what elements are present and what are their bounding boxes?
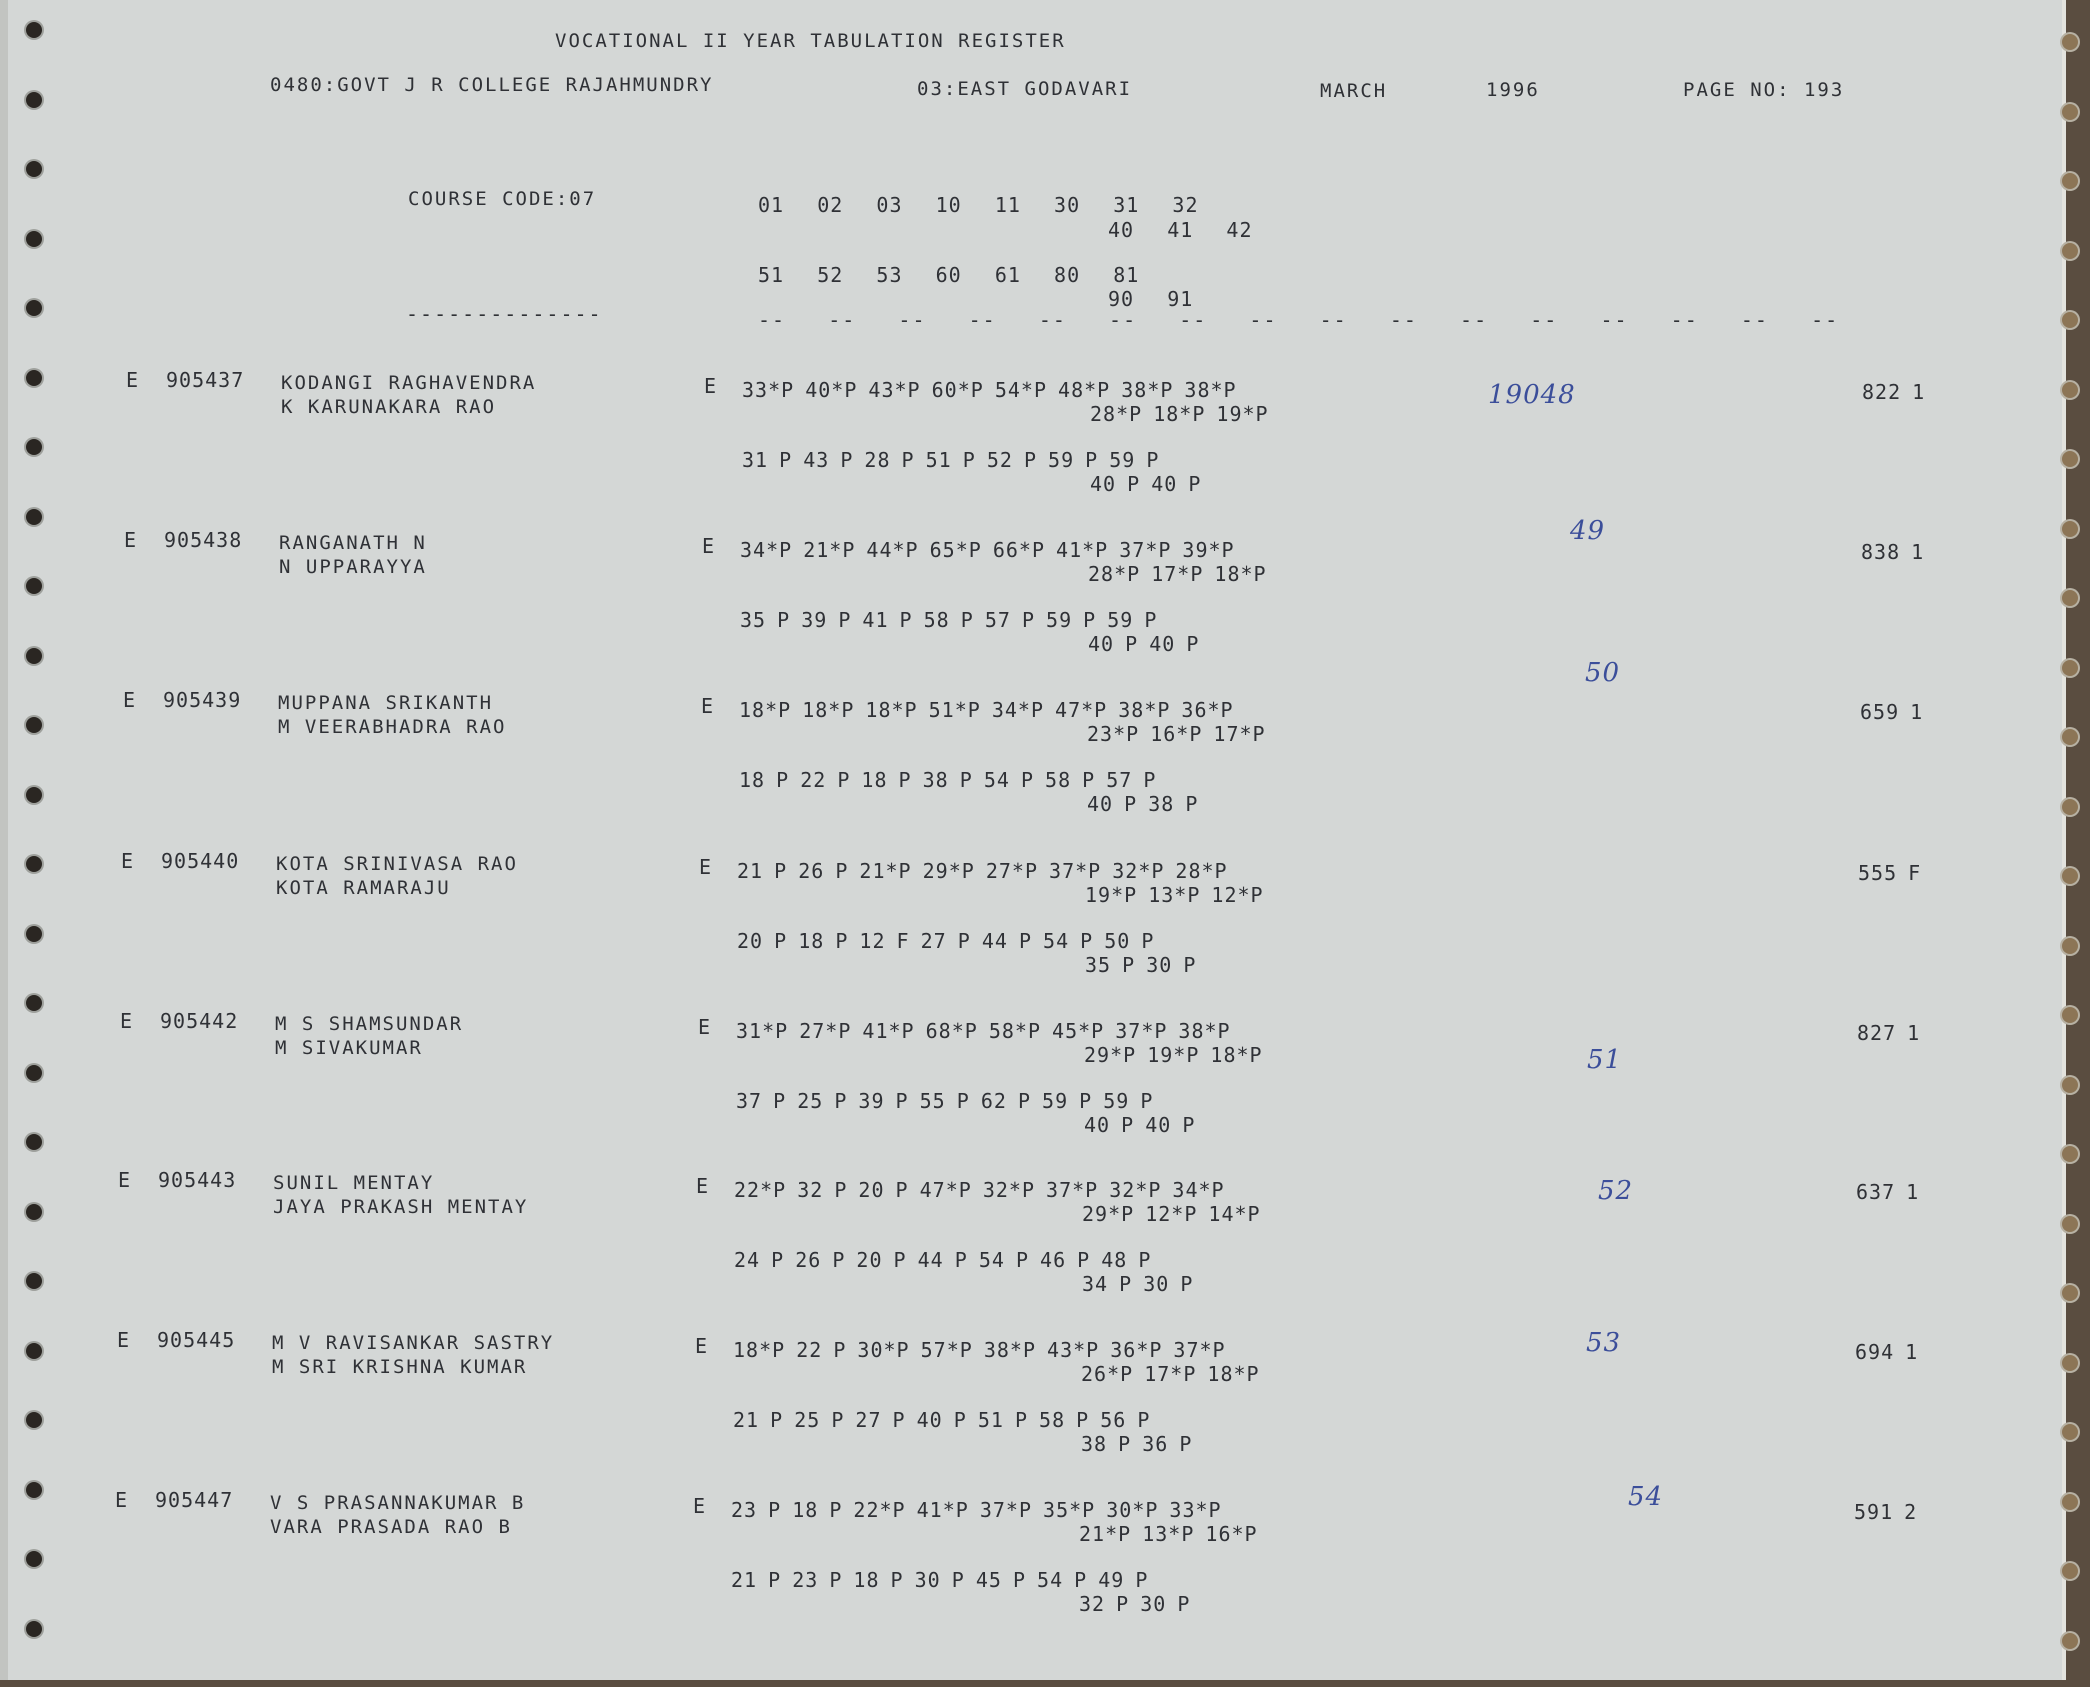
feed-hole-right: [2062, 521, 2078, 537]
total-result: 822 1: [1862, 380, 1926, 404]
handwritten-serial-note: 49: [1570, 516, 1606, 546]
student-name: KOTA SRINIVASA RAO: [276, 853, 518, 875]
feed-hole-left: [26, 231, 42, 247]
roll-number: 905442: [160, 1009, 239, 1033]
total-result: 659 1: [1860, 700, 1924, 724]
subject-codes-row3: 51 52 53 60 61 80 81: [758, 263, 1140, 287]
marks-line3: 31 P 43 P 28 P 51 P 52 P 59 P 59 P: [742, 448, 1160, 472]
course-rule-left: --------------: [406, 302, 603, 326]
feed-hole-right: [2062, 1494, 2078, 1510]
college-name: 0480:GOVT J R COLLEGE RAJAHMUNDRY: [270, 74, 714, 96]
exam-flag: E: [701, 694, 715, 718]
record-type: E: [117, 1328, 131, 1352]
feed-hole-right: [2062, 173, 2078, 189]
handwritten-serial-note: 19048: [1488, 380, 1576, 410]
feed-hole-right: [2062, 382, 2078, 398]
feed-hole-left: [26, 22, 42, 38]
record-type: E: [126, 368, 140, 392]
exam-flag: E: [695, 1334, 709, 1358]
feed-hole-right: [2062, 938, 2078, 954]
feed-hole-right: [2062, 243, 2078, 259]
page-number: PAGE NO: 193: [1683, 79, 1845, 101]
feed-hole-left: [26, 161, 42, 177]
student-name: M S SHAMSUNDAR: [275, 1013, 464, 1035]
course-rule-right: -- -- -- -- -- -- -- -- -- -- -- -- -- -- -- --: [758, 308, 1840, 332]
marks-line1: 23 P 18 P 22*P 41*P 37*P 35*P 30*P 33*P: [731, 1498, 1222, 1522]
register-title: VOCATIONAL II YEAR TABULATION REGISTER: [555, 30, 1066, 52]
handwritten-serial-note: 51: [1587, 1045, 1623, 1075]
marks-line3: 20 P 18 P 12 F 27 P 44 P 54 P 50 P: [737, 929, 1155, 953]
marks-line4: 32 P 30 P: [1079, 1592, 1191, 1616]
feed-hole-right: [2062, 868, 2078, 884]
roll-number: 905439: [163, 688, 242, 712]
student-name: M V RAVISANKAR SASTRY: [272, 1332, 555, 1354]
marks-line1: 22*P 32 P 20 P 47*P 32*P 37*P 32*P 34*P: [734, 1178, 1225, 1202]
feed-hole-left: [26, 648, 42, 664]
exam-year: 1996: [1486, 79, 1540, 101]
feed-hole-right: [2062, 1146, 2078, 1162]
feed-hole-right: [2062, 312, 2078, 328]
subject-codes-row4: 90 91: [1108, 287, 1194, 311]
marks-line2: 23*P 16*P 17*P: [1087, 722, 1266, 746]
roll-number: 905437: [166, 368, 245, 392]
feed-hole-right: [2062, 1077, 2078, 1093]
total-result: 591 2: [1854, 1500, 1918, 1524]
parent-name: KOTA RAMARAJU: [276, 877, 451, 899]
marks-line3: 18 P 22 P 18 P 38 P 54 P 58 P 57 P: [739, 768, 1157, 792]
marks-line4: 40 P 40 P: [1090, 472, 1202, 496]
exam-flag: E: [696, 1174, 710, 1198]
feed-hole-right: [2062, 799, 2078, 815]
roll-number: 905447: [155, 1488, 234, 1512]
student-name: KODANGI RAGHAVENDRA: [281, 372, 537, 394]
exam-flag: E: [693, 1494, 707, 1518]
marks-line1: 21 P 26 P 21*P 29*P 27*P 37*P 32*P 28*P: [737, 859, 1228, 883]
feed-hole-left: [26, 1621, 42, 1637]
marks-line4: 35 P 30 P: [1085, 953, 1197, 977]
parent-name: M SRI KRISHNA KUMAR: [272, 1356, 528, 1378]
marks-line2: 21*P 13*P 16*P: [1079, 1522, 1258, 1546]
feed-hole-right: [2062, 1424, 2078, 1440]
feed-hole-right: [2062, 590, 2078, 606]
sheet-left-edge: [0, 0, 8, 1680]
feed-hole-left: [26, 717, 42, 733]
student-name: SUNIL MENTAY: [273, 1172, 435, 1194]
record-type: E: [118, 1168, 132, 1192]
exam-flag: E: [698, 1015, 712, 1039]
marks-line2: 19*P 13*P 12*P: [1085, 883, 1264, 907]
exam-flag: E: [699, 855, 713, 879]
feed-hole-right: [2062, 660, 2078, 676]
marks-line4: 40 P 40 P: [1088, 632, 1200, 656]
parent-name: K KARUNAKARA RAO: [281, 396, 497, 418]
feed-hole-left: [26, 1273, 42, 1289]
course-code: COURSE CODE:07: [408, 188, 597, 210]
marks-line1: 31*P 27*P 41*P 68*P 58*P 45*P 37*P 38*P: [736, 1019, 1231, 1043]
marks-line4: 38 P 36 P: [1081, 1432, 1193, 1456]
record-type: E: [123, 688, 137, 712]
exam-flag: E: [704, 374, 718, 398]
feed-hole-right: [2062, 1355, 2078, 1371]
feed-hole-left: [26, 370, 42, 386]
feed-hole-left: [26, 995, 42, 1011]
marks-line2: 28*P 18*P 19*P: [1090, 402, 1269, 426]
feed-hole-left: [26, 1482, 42, 1498]
subject-codes-row2: 40 41 42: [1108, 218, 1253, 242]
total-result: 637 1: [1856, 1180, 1920, 1204]
feed-hole-right: [2062, 1007, 2078, 1023]
marks-line4: 34 P 30 P: [1082, 1272, 1194, 1296]
feed-hole-left: [26, 1412, 42, 1428]
feed-hole-left: [26, 92, 42, 108]
feed-hole-left: [26, 856, 42, 872]
handwritten-serial-note: 53: [1586, 1328, 1622, 1358]
feed-hole-left: [26, 787, 42, 803]
subject-codes-row1: 01 02 03 10 11 30 31 32: [758, 193, 1199, 217]
feed-hole-right: [2062, 34, 2078, 50]
roll-number: 905443: [158, 1168, 237, 1192]
record-type: E: [120, 1009, 134, 1033]
student-name: MUPPANA SRIKANTH: [278, 692, 494, 714]
marks-line3: 21 P 25 P 27 P 40 P 51 P 58 P 56 P: [733, 1408, 1151, 1432]
feed-hole-right: [2062, 1216, 2078, 1232]
handwritten-serial-note: 50: [1585, 658, 1621, 688]
feed-hole-left: [26, 300, 42, 316]
marks-line3: 35 P 39 P 41 P 58 P 57 P 59 P 59 P: [740, 608, 1158, 632]
marks-line2: 26*P 17*P 18*P: [1081, 1362, 1260, 1386]
roll-number: 905438: [164, 528, 243, 552]
handwritten-serial-note: 52: [1598, 1176, 1634, 1206]
marks-line1: 18*P 18*P 18*P 51*P 34*P 47*P 38*P 36*P: [739, 698, 1234, 722]
parent-name: M SIVAKUMAR: [275, 1037, 423, 1059]
parent-name: N UPPARAYYA: [279, 556, 427, 578]
feed-hole-right: [2062, 1633, 2078, 1649]
record-type: E: [121, 849, 135, 873]
marks-line1: 18*P 22 P 30*P 57*P 38*P 43*P 36*P 37*P: [733, 1338, 1226, 1362]
total-result: 838 1: [1861, 540, 1925, 564]
marks-line3: 24 P 26 P 20 P 44 P 54 P 46 P 48 P: [734, 1248, 1152, 1272]
feed-hole-left: [26, 1134, 42, 1150]
total-result: 827 1: [1857, 1021, 1921, 1045]
marks-line4: 40 P 38 P: [1087, 792, 1199, 816]
feed-hole-right: [2062, 1563, 2078, 1579]
marks-line2: 29*P 19*P 18*P: [1084, 1043, 1263, 1067]
marks-line4: 40 P 40 P: [1084, 1113, 1196, 1137]
roll-number: 905445: [157, 1328, 236, 1352]
feed-hole-right: [2062, 451, 2078, 467]
student-name: RANGANATH N: [279, 532, 427, 554]
parent-name: VARA PRASADA RAO B: [270, 1516, 512, 1538]
feed-hole-left: [26, 509, 42, 525]
feed-hole-left: [26, 1343, 42, 1359]
district-name: 03:EAST GODAVARI: [917, 78, 1133, 100]
feed-hole-left: [26, 926, 42, 942]
parent-name: JAYA PRAKASH MENTAY: [273, 1196, 529, 1218]
feed-hole-left: [26, 1551, 42, 1567]
feed-hole-left: [26, 1204, 42, 1220]
exam-month: MARCH: [1320, 80, 1388, 102]
feed-hole-right: [2062, 104, 2078, 120]
feed-hole-right: [2062, 729, 2078, 745]
total-result: 555 F: [1858, 861, 1922, 885]
student-name: V S PRASANNAKUMAR B: [270, 1492, 526, 1514]
marks-line3: 21 P 23 P 18 P 30 P 45 P 54 P 49 P: [731, 1568, 1149, 1592]
marks-line2: 29*P 12*P 14*P: [1082, 1202, 1261, 1226]
parent-name: M VEERABHADRA RAO: [278, 716, 507, 738]
record-type: E: [124, 528, 138, 552]
feed-hole-left: [26, 439, 42, 455]
total-result: 694 1: [1855, 1340, 1919, 1364]
exam-flag: E: [702, 534, 716, 558]
feed-hole-left: [26, 1065, 42, 1081]
marks-line3: 37 P 25 P 39 P 55 P 62 P 59 P 59 P: [736, 1089, 1154, 1113]
marks-line2: 28*P 17*P 18*P: [1088, 562, 1267, 586]
feed-hole-right: [2062, 1285, 2078, 1301]
roll-number: 905440: [161, 849, 240, 873]
record-type: E: [115, 1488, 129, 1512]
feed-hole-left: [26, 578, 42, 594]
marks-line1: 34*P 21*P 44*P 65*P 66*P 41*P 37*P 39*P: [740, 538, 1235, 562]
handwritten-serial-note: 54: [1628, 1482, 1664, 1512]
marks-line1: 33*P 40*P 43*P 60*P 54*P 48*P 38*P 38*P: [742, 378, 1237, 402]
